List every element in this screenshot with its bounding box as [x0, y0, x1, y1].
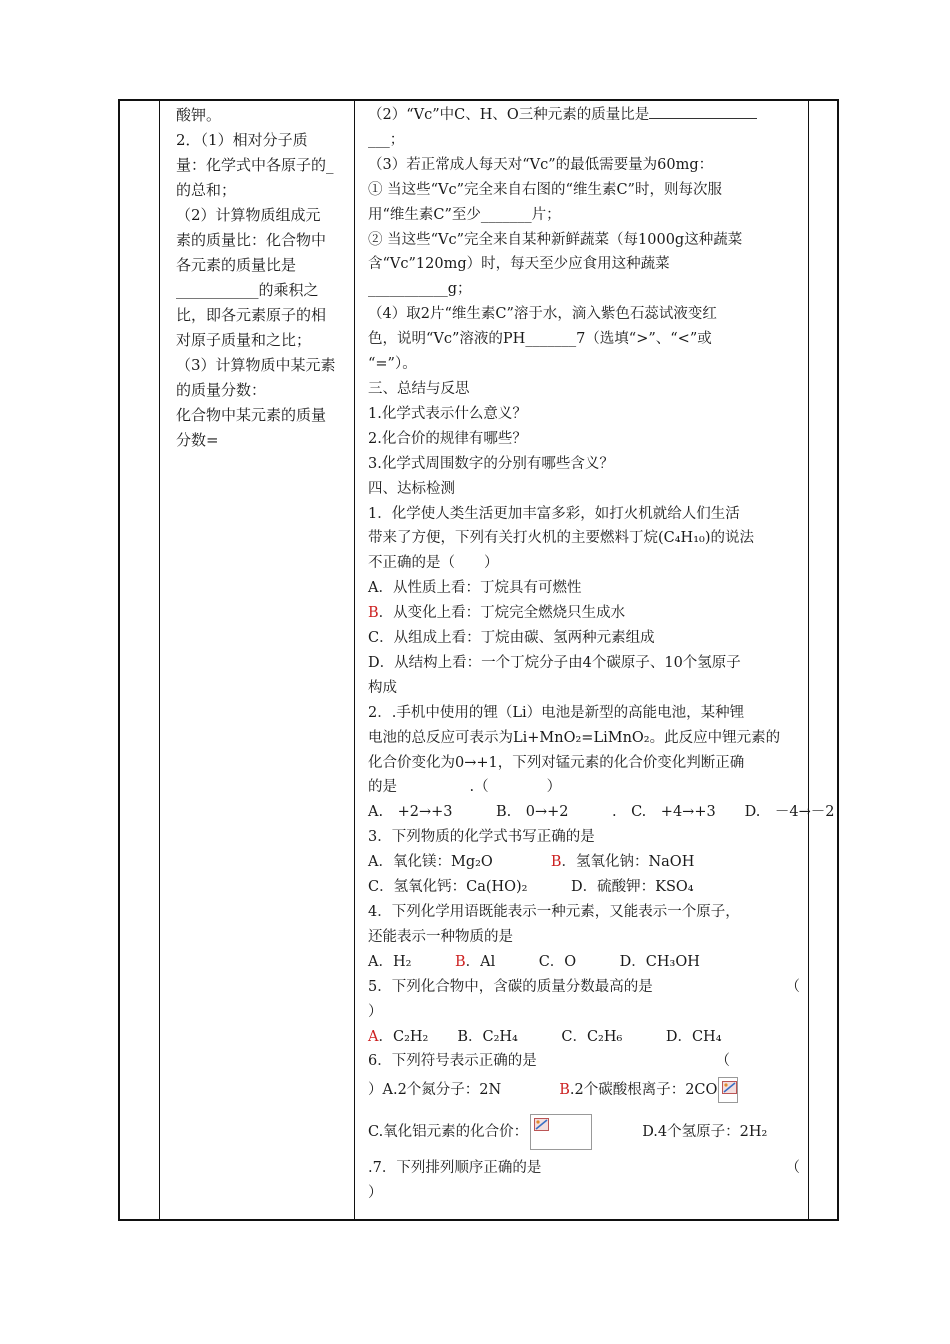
section-heading: 三、总结与反思 [368, 380, 470, 397]
notes-line: ___________的乘积之 [176, 281, 319, 299]
answer-letter: B [550, 854, 562, 871]
notes-line: （2）计算物质组成元 [176, 206, 321, 224]
text-line: 1.化学式表示什么意义？ [368, 405, 527, 422]
text-line: A. +2→+3 B. 0→+2 . C. +4→+3 D. －4→－2 [368, 804, 835, 821]
text-line: .7．下列排列顺序正确的是 （ [368, 1160, 800, 1177]
notes-line: 的总和； [176, 181, 237, 199]
text-line: 化合价变化为0→+1，下列对锰元素的化合价变化判断正确 [368, 754, 745, 771]
notes-line: 对原子质量和之比； [176, 331, 312, 349]
text-line: ）A.2个氮分子：2N B.2个碳酸根离子：2CO [368, 1074, 800, 1112]
answer-letter: B [454, 953, 466, 970]
text-line: 含“Vc”120mg）时，每天至少应食用这种蔬菜 [368, 256, 670, 273]
text-line: 电池的总反应可表示为Li+MnO₂=LiMnO₂。此反应中锂元素的 [368, 729, 781, 746]
text-line: ① 当这些“Vc”完全来自右图的“维生素C”时，则每次服 [368, 181, 722, 198]
text-line: 的是 .（ ） [368, 779, 562, 796]
text-line: ___； [368, 131, 405, 148]
text-line: C．氢氧化钙：Ca(HO)₂ D．硫酸钾：KSO₄ [368, 879, 694, 896]
notes-line: 化合物中某元素的质量 [176, 406, 327, 424]
notes-line: 比，即各元素原子的相 [176, 306, 327, 324]
notes-line: 的质量分数： [176, 381, 267, 399]
text-line: （3）若正常成人每天对“Vc”的最低需要量为60mg： [368, 156, 714, 173]
answer-letter: B [559, 1082, 570, 1099]
text-line: （2）“Vc”中C、H、O三种元素的质量比是 [368, 103, 800, 128]
text-line: 用“维生素C”至少_______片； [368, 206, 561, 223]
text-line: 构成 [368, 679, 397, 696]
text-line: 2．.手机中使用的锂（Li）电池是新型的高能电池，某种锂 [368, 704, 745, 721]
broken-image-icon [530, 1114, 592, 1150]
main-column [360, 101, 835, 1219]
notes-line: 分数= [176, 431, 219, 449]
text-line: “=”）。 [368, 356, 417, 373]
text-line: 4．下列化学用语既能表示一种元素，又能表示一个原子， [368, 904, 740, 920]
table-divider-1 [159, 101, 160, 1219]
text-line: A．氧化镁：Mg₂O B．氢氧化钠：NaOH [368, 854, 695, 871]
notes-line: （3）计算物质中某元素 [176, 356, 336, 374]
text-line: 2.化合价的规律有哪些？ [368, 430, 527, 447]
text-line: A．C₂H₂ B．C₂H₄ C．C₂H₆ D．CH₄ [368, 1028, 722, 1045]
text-line: B．从变化上看：丁烷完全燃烧只生成水 [368, 605, 626, 622]
text-line: ___________g； [368, 281, 472, 298]
section-heading: 四、达标检测 [368, 480, 455, 497]
text-line: ） [368, 1185, 383, 1202]
text-line: A．从性质上看：丁烷具有可燃性 [368, 580, 582, 597]
lesson-table [118, 99, 839, 1221]
table-divider-3 [808, 101, 809, 1219]
text-line: ） [368, 1003, 383, 1020]
notes-line: 2．（1）相对分子质 [176, 131, 308, 149]
notes-line: 酸钾。 [176, 106, 222, 124]
notes-line: 素的质量比：化合物中 [176, 231, 327, 249]
text-line: 3．下列物质的化学式书写正确的是 [368, 829, 595, 846]
text-line: （4）取2片“维生素C”溶于水，滴入紫色石蕊试液变红 [368, 306, 717, 323]
text-line: 色，说明“Vc”溶液的PH_______7（选填“>”、“<”或 [368, 331, 712, 348]
text-line: 5．下列化合物中，含碳的质量分数最高的是 （ [368, 978, 800, 995]
text-line: C.氧化铝元素的化合价： D.4个氢原子：2H₂ [368, 1112, 800, 1156]
text-line: D．从结构上看：一个丁烷分子由4个碳原子、10个氢原子 [368, 654, 741, 671]
answer-letter: B [368, 605, 379, 622]
text-line: 还能表示一种物质的是 [368, 928, 513, 945]
text-line: A．H₂ B．Al C．O D．CH₃OH [368, 953, 700, 970]
text-line: 3.化学式周围数字的分别有哪些含义？ [368, 455, 614, 472]
text-line: ② 当这些“Vc”完全来自某种新鲜蔬菜（每1000g这种蔬菜 [368, 231, 743, 248]
notes-line: 各元素的质量比是 [176, 256, 297, 274]
answer-letter: A [368, 1028, 379, 1045]
text-line: C．从组成上看：丁烷由碳、氢两种元素组成 [368, 630, 655, 647]
broken-image-icon [718, 1077, 738, 1103]
text-line: 1．化学使人类生活更加丰富多彩，如打火机就给人们生活 [368, 505, 740, 522]
text-line: 6．下列符号表示正确的是 （ [368, 1053, 730, 1070]
notes-line: 量：化学式中各原子的_ [176, 156, 334, 174]
notes-column [168, 101, 358, 1219]
text-line: 带来了方便，下列有关打火机的主要燃料丁烷(C₄H₁₀)的说法 [368, 530, 754, 547]
text-line: 不正确的是（ ） [368, 555, 499, 572]
